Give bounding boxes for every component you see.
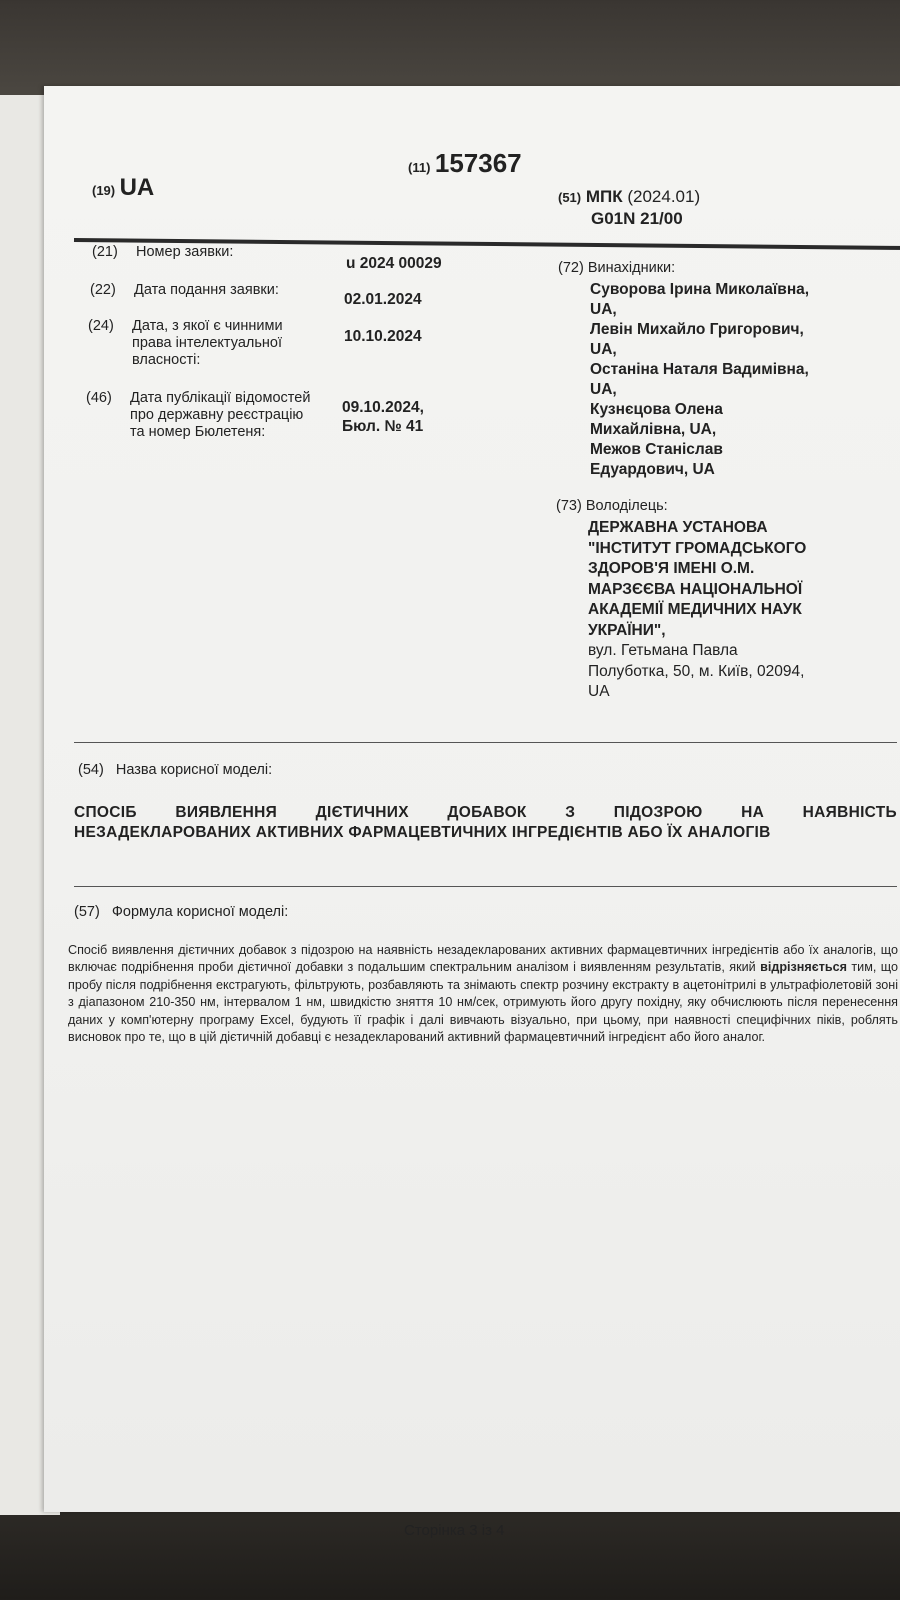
inventor-line: UA, xyxy=(590,381,617,398)
field-code: (22) xyxy=(90,282,116,298)
formula-label: Формула корисної моделі: xyxy=(111,904,289,920)
owner-address-line: UA xyxy=(588,683,610,700)
owner-name-line: АКАДЕМІЇ МЕДИЧНИХ НАУК xyxy=(588,601,802,618)
owner-address-line: вул. Гетьмана Павла xyxy=(588,642,738,659)
inventor-line: UA, xyxy=(590,341,617,358)
field-46 xyxy=(86,390,486,444)
patent-page xyxy=(44,86,900,1539)
inventors-label: Винахідники: xyxy=(587,260,676,276)
field-label xyxy=(132,318,332,369)
inventor-line: Суворова Ірина Миколаївна, xyxy=(590,281,810,298)
formula-header xyxy=(74,904,288,920)
field-label: Дата подання заявки: xyxy=(134,282,279,298)
inventors-list xyxy=(590,280,890,480)
country-code: UA xyxy=(119,174,155,201)
patent-number-block xyxy=(408,148,522,179)
owner-name-line: ЗДОРОВ'Я ІМЕНІ О.М. xyxy=(588,560,755,577)
divider-rule xyxy=(74,886,897,887)
value-line: 09.10.2024, xyxy=(342,399,424,416)
owner-name-line: ДЕРЖАВНА УСТАНОВА xyxy=(588,519,768,536)
label-line: права інтелектуальної xyxy=(132,335,283,351)
field-code: (24) xyxy=(88,318,114,334)
formula-text-part: тим, що пробу після подрібнення екстрагують, фільтрують, розбавляють та знімають спектр розчину екстракту в ацетонітрилі в ультрафіолетовій зоні з діапазоном 210-350 нм, інтервалом 1 нм, швидкістю зняття 10 нм/сек, отримують його другу похідну, яку обчислюють після перенесення даних у комп'ютерну програму Excel, будують її графік і далі вивчають візуально, при цьому, при наявності специфічних піків, роблять висновок про те, що в цій дієтичній добавці є незадекларований активний фармацевтичний інгредієнт або його аналог. xyxy=(68,960,898,1045)
inventor-line: Едуардович, UA xyxy=(590,461,715,478)
field-label xyxy=(130,390,330,441)
owner-block xyxy=(588,518,898,703)
owner-header xyxy=(556,498,668,514)
owner-code: (73) xyxy=(556,498,582,514)
code-51: (51) xyxy=(558,190,582,205)
mpk-version: (2024.01) xyxy=(627,187,701,206)
formula-text xyxy=(68,942,898,1046)
code-11: (11) xyxy=(408,160,431,175)
inventor-line: Межов Станіслав xyxy=(590,441,723,458)
code-19: (19) xyxy=(92,183,116,198)
field-22-value: 02.01.2024 xyxy=(344,291,422,308)
country-block xyxy=(92,174,154,202)
patent-number: 157367 xyxy=(434,148,522,178)
model-name-label: Назва корисної моделі: xyxy=(115,762,273,778)
label-line: та номер Бюлетеня: xyxy=(130,424,266,440)
field-code: (46) xyxy=(86,390,112,406)
page-number: Сторінка 3 із 4 xyxy=(404,1522,505,1539)
inventor-line: UA, xyxy=(590,301,617,318)
field-24 xyxy=(88,318,488,372)
model-name-header xyxy=(78,762,272,778)
mpk-block xyxy=(558,187,700,229)
model-name-code: (54) xyxy=(78,762,104,778)
inventors-header xyxy=(558,260,675,276)
inventor-line: Левін Михайло Григорович, xyxy=(590,321,804,338)
field-label: Номер заявки: xyxy=(136,244,234,260)
model-title-line-1: СПОСІБ ВИЯВЛЕННЯ ДІЄТИЧНИХ ДОБАВОК З ПІДОЗРОЮ НА НАЯВНІСТЬ xyxy=(74,804,897,821)
owner-name-line: УКРАЇНИ", xyxy=(588,621,666,639)
label-line: про державну реєстрацію xyxy=(130,407,304,423)
inventor-line: Михайлівна, UA, xyxy=(590,421,717,438)
field-code: (21) xyxy=(92,244,118,260)
inventor-line: Останіна Наталя Вадимівна, xyxy=(590,361,809,378)
formula-text-part: Спосіб виявлення дієтичних добавок з підозрою на наявність незадекларованих активних фармацевтичних інгредієнтів або їх аналогів, що включає подрібнення проби дієтичної добавки з подальшим спектральним аналізом і виявленням результатів, який xyxy=(68,943,898,975)
field-21-value: u 2024 00029 xyxy=(346,255,442,272)
owner-name-line: "ІНСТИТУТ ГРОМАДСЬКОГО xyxy=(588,539,807,557)
owner-name-line: МАРЗЄЄВА НАЦІОНАЛЬНОЇ xyxy=(588,580,803,598)
formula-code: (57) xyxy=(74,904,100,920)
label-line: власності: xyxy=(132,352,201,368)
mpk-class: G01N 21/00 xyxy=(591,209,683,228)
inventor-line: Кузнєцова Олена xyxy=(590,401,723,418)
formula-keyword: відрізняється xyxy=(760,960,847,975)
divider-rule xyxy=(74,742,897,743)
field-46-value xyxy=(342,398,424,436)
model-title-line-2: НЕЗАДЕКЛАРОВАНИХ АКТИВНИХ ФАРМАЦЕВТИЧНИХ ІНГРЕДІЄНТІВ АБО ЇХ АНАЛОГІВ xyxy=(74,824,771,841)
field-24-value: 10.10.2024 xyxy=(344,328,422,345)
owner-label: Володілець: xyxy=(585,498,668,514)
inventors-code: (72) xyxy=(558,260,584,276)
owner-address-line: Полуботка, 50, м. Київ, 02094, xyxy=(588,662,805,680)
mpk-label: МПК xyxy=(585,187,623,206)
label-line: Дата, з якої є чинними xyxy=(132,318,283,334)
value-line: Бюл. № 41 xyxy=(342,418,424,435)
label-line: Дата публікації відомостей xyxy=(130,390,311,406)
